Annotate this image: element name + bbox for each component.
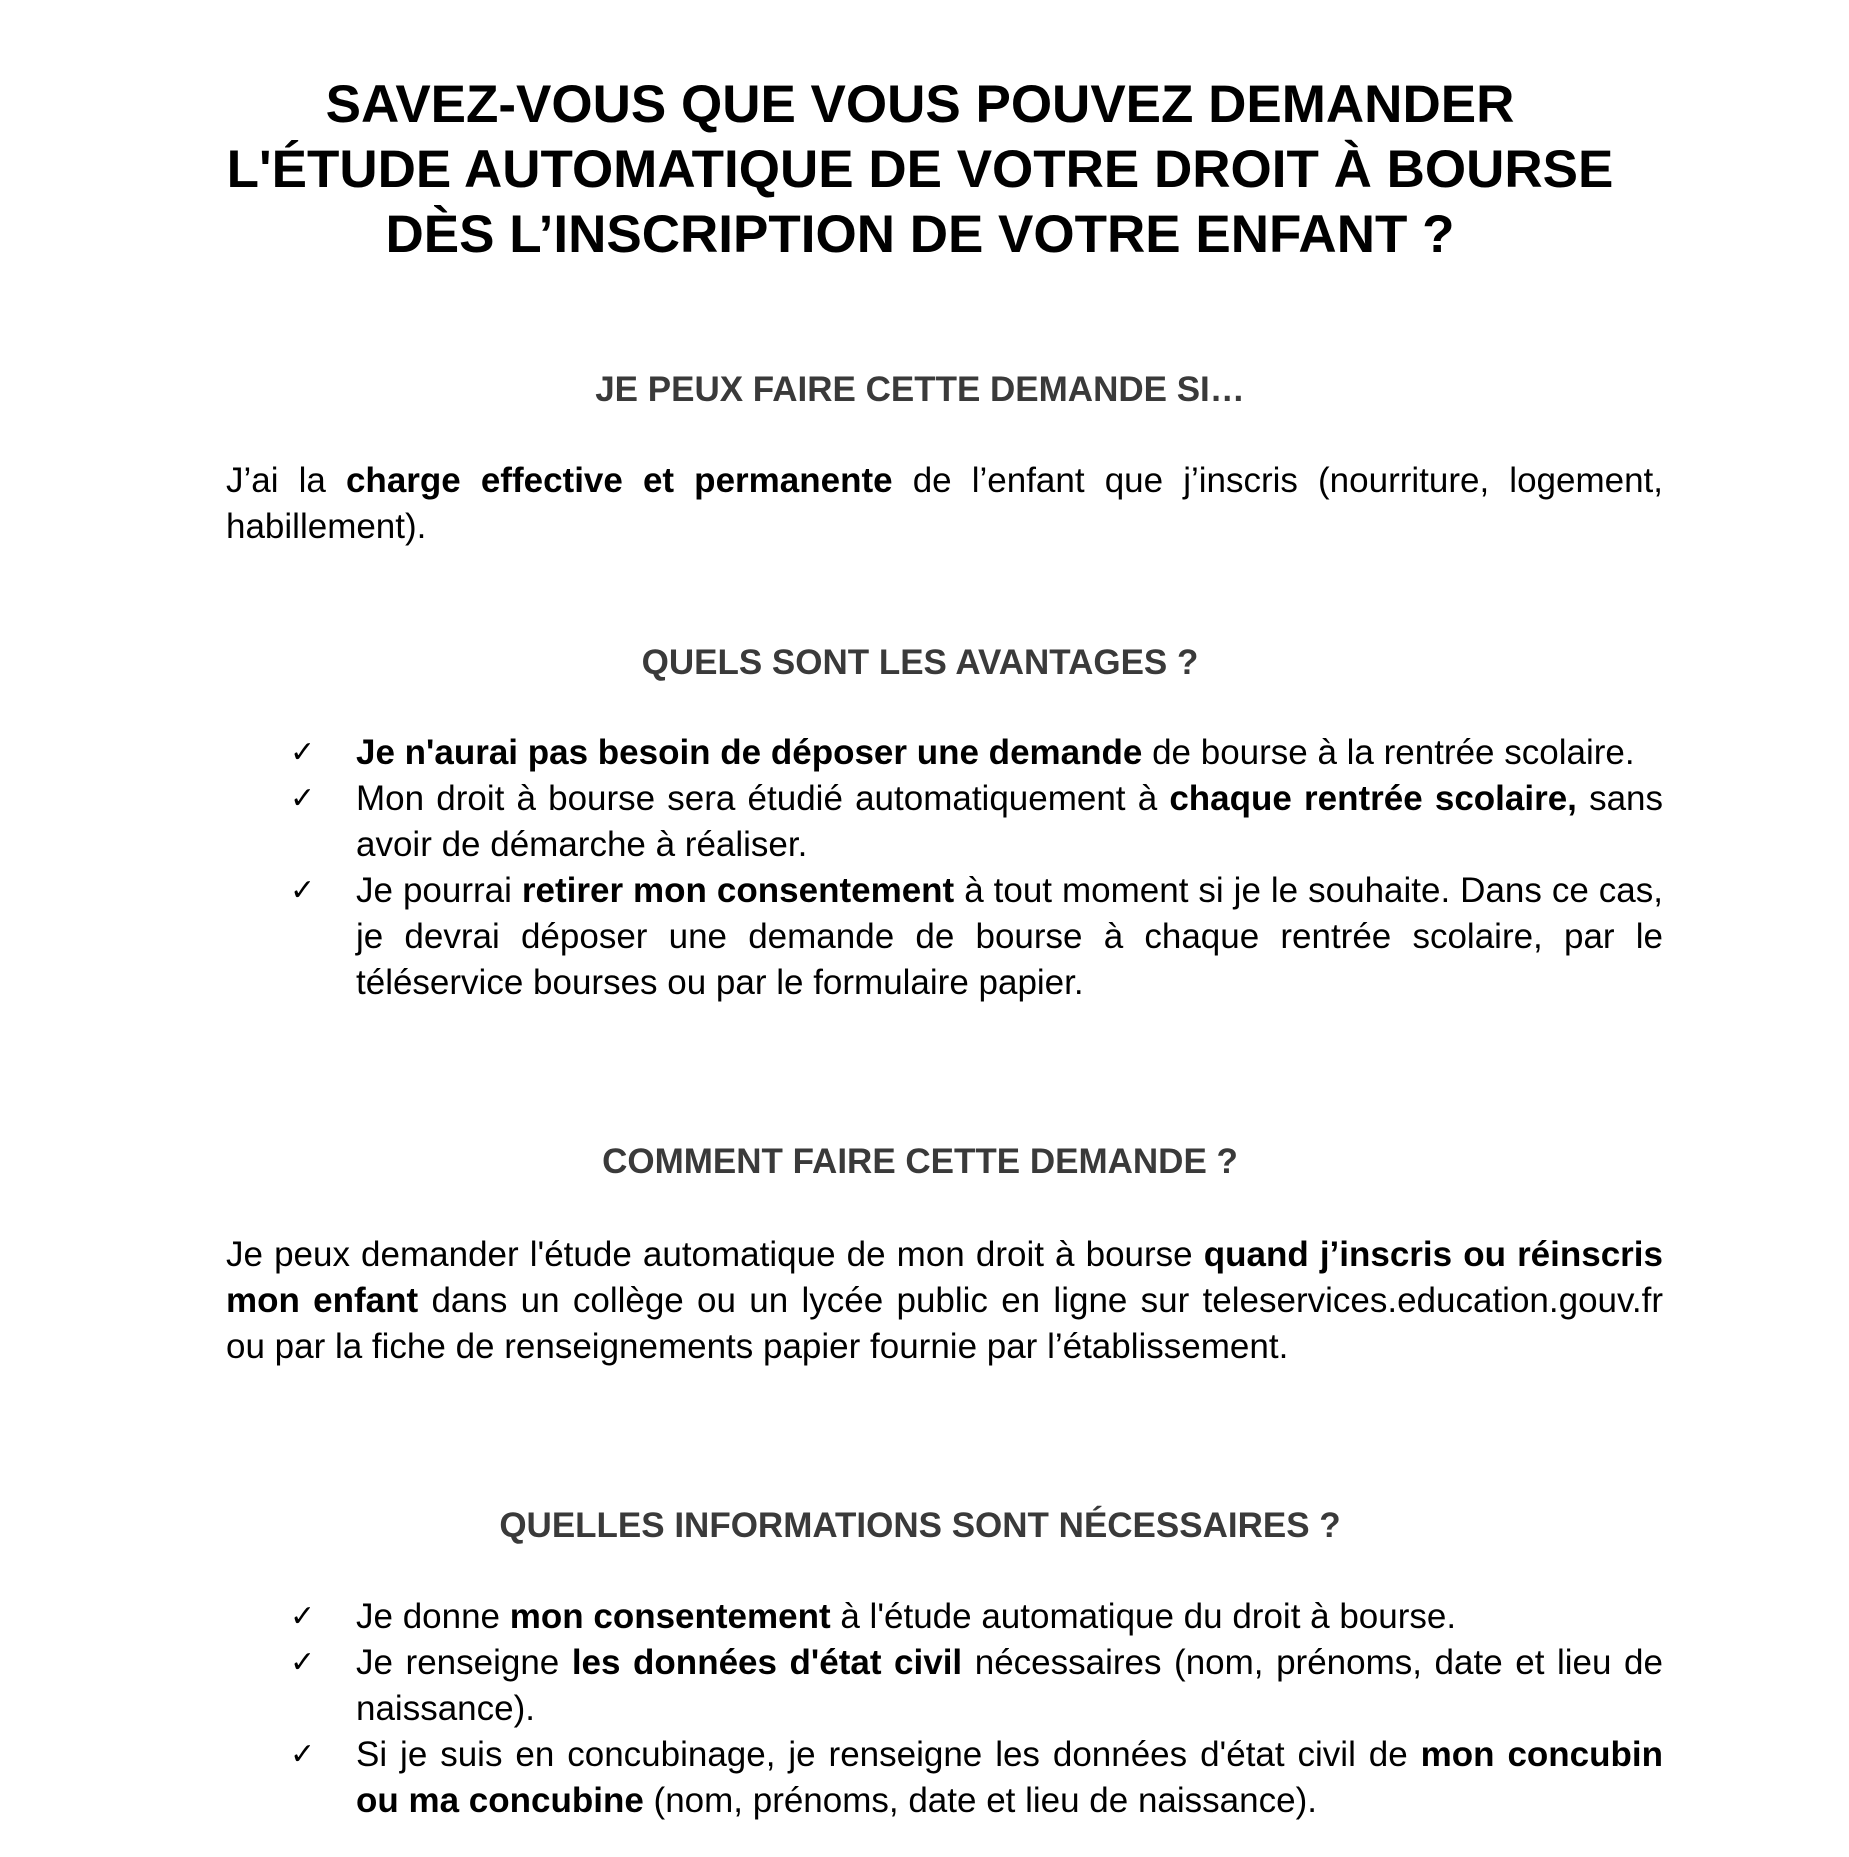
list-item: ✓ Je renseigne les données d'état civil nécessaires (nom, prénoms, date et lieu de naissance). bbox=[290, 1640, 1663, 1732]
check-icon: ✓ bbox=[290, 1645, 316, 1680]
section-heading-conditions: JE PEUX FAIRE CETTE DEMANDE SI… bbox=[595, 370, 1245, 409]
title-line-1: SAVEZ-VOUS QUE VOUS POUVEZ DEMANDER bbox=[325, 75, 1515, 134]
conditions-paragraph: J’ai la charge effective et permanente de l’enfant que j’inscris (nourriture, logement, habillement). bbox=[226, 461, 1663, 546]
page-title bbox=[120, 72, 1720, 267]
section-heading-benefits: QUELS SONT LES AVANTAGES ? bbox=[641, 643, 1199, 682]
section-heading-required-info: QUELLES INFORMATIONS SONT NÉCESSAIRES ? bbox=[499, 1506, 1341, 1545]
section-heading-how-to: COMMENT FAIRE CETTE DEMANDE ? bbox=[602, 1142, 1238, 1181]
benefits-list bbox=[290, 730, 1663, 1006]
how-to-emphasis: quand j’inscris ou réinscris mon enfant bbox=[226, 1235, 1663, 1320]
list-item: ✓ Mon droit à bourse sera étudié automatiquement à chaque rentrée scolaire, sans avoir de démarche à réaliser. bbox=[290, 776, 1663, 868]
list-item: ✓ Si je suis en concubinage, je renseigne les données d'état civil de mon concubin ou ma concubine (nom, prénoms, date et lieu de naissance). bbox=[290, 1732, 1663, 1824]
required-info-list bbox=[290, 1594, 1663, 1824]
check-icon: ✓ bbox=[290, 873, 316, 908]
check-icon: ✓ bbox=[290, 1599, 316, 1634]
list-item: ✓ Je n'aurai pas besoin de déposer une demande de bourse à la rentrée scolaire. bbox=[290, 730, 1663, 776]
check-icon: ✓ bbox=[290, 781, 316, 816]
list-item: ✓ Je pourrai retirer mon consentement à tout moment si je le souhaite. Dans ce cas, je devrai déposer une demande de bourse à chaque rentrée scolaire, par le téléservice bourses ou par le formulaire papier. bbox=[290, 868, 1663, 1006]
how-to-paragraph: Je peux demander l'étude automatique de mon droit à bourse quand j’inscris ou réinscris mon enfant dans un collège ou un lycée public en ligne sur teleservices.education.gouv.fr ou par la fiche de renseignements papier fournie par l’établissement. bbox=[226, 1235, 1663, 1366]
title-line-3: DÈS L’INSCRIPTION DE VOTRE ENFANT ? bbox=[385, 205, 1455, 264]
title-line-2: L'ÉTUDE AUTOMATIQUE DE VOTRE DROIT À BOURSE bbox=[226, 140, 1614, 199]
check-icon: ✓ bbox=[290, 735, 316, 770]
conditions-emphasis: charge effective et permanente bbox=[345, 461, 893, 500]
list-item: ✓ Je donne mon consentement à l'étude automatique du droit à bourse. bbox=[290, 1594, 1663, 1640]
check-icon: ✓ bbox=[290, 1737, 316, 1772]
